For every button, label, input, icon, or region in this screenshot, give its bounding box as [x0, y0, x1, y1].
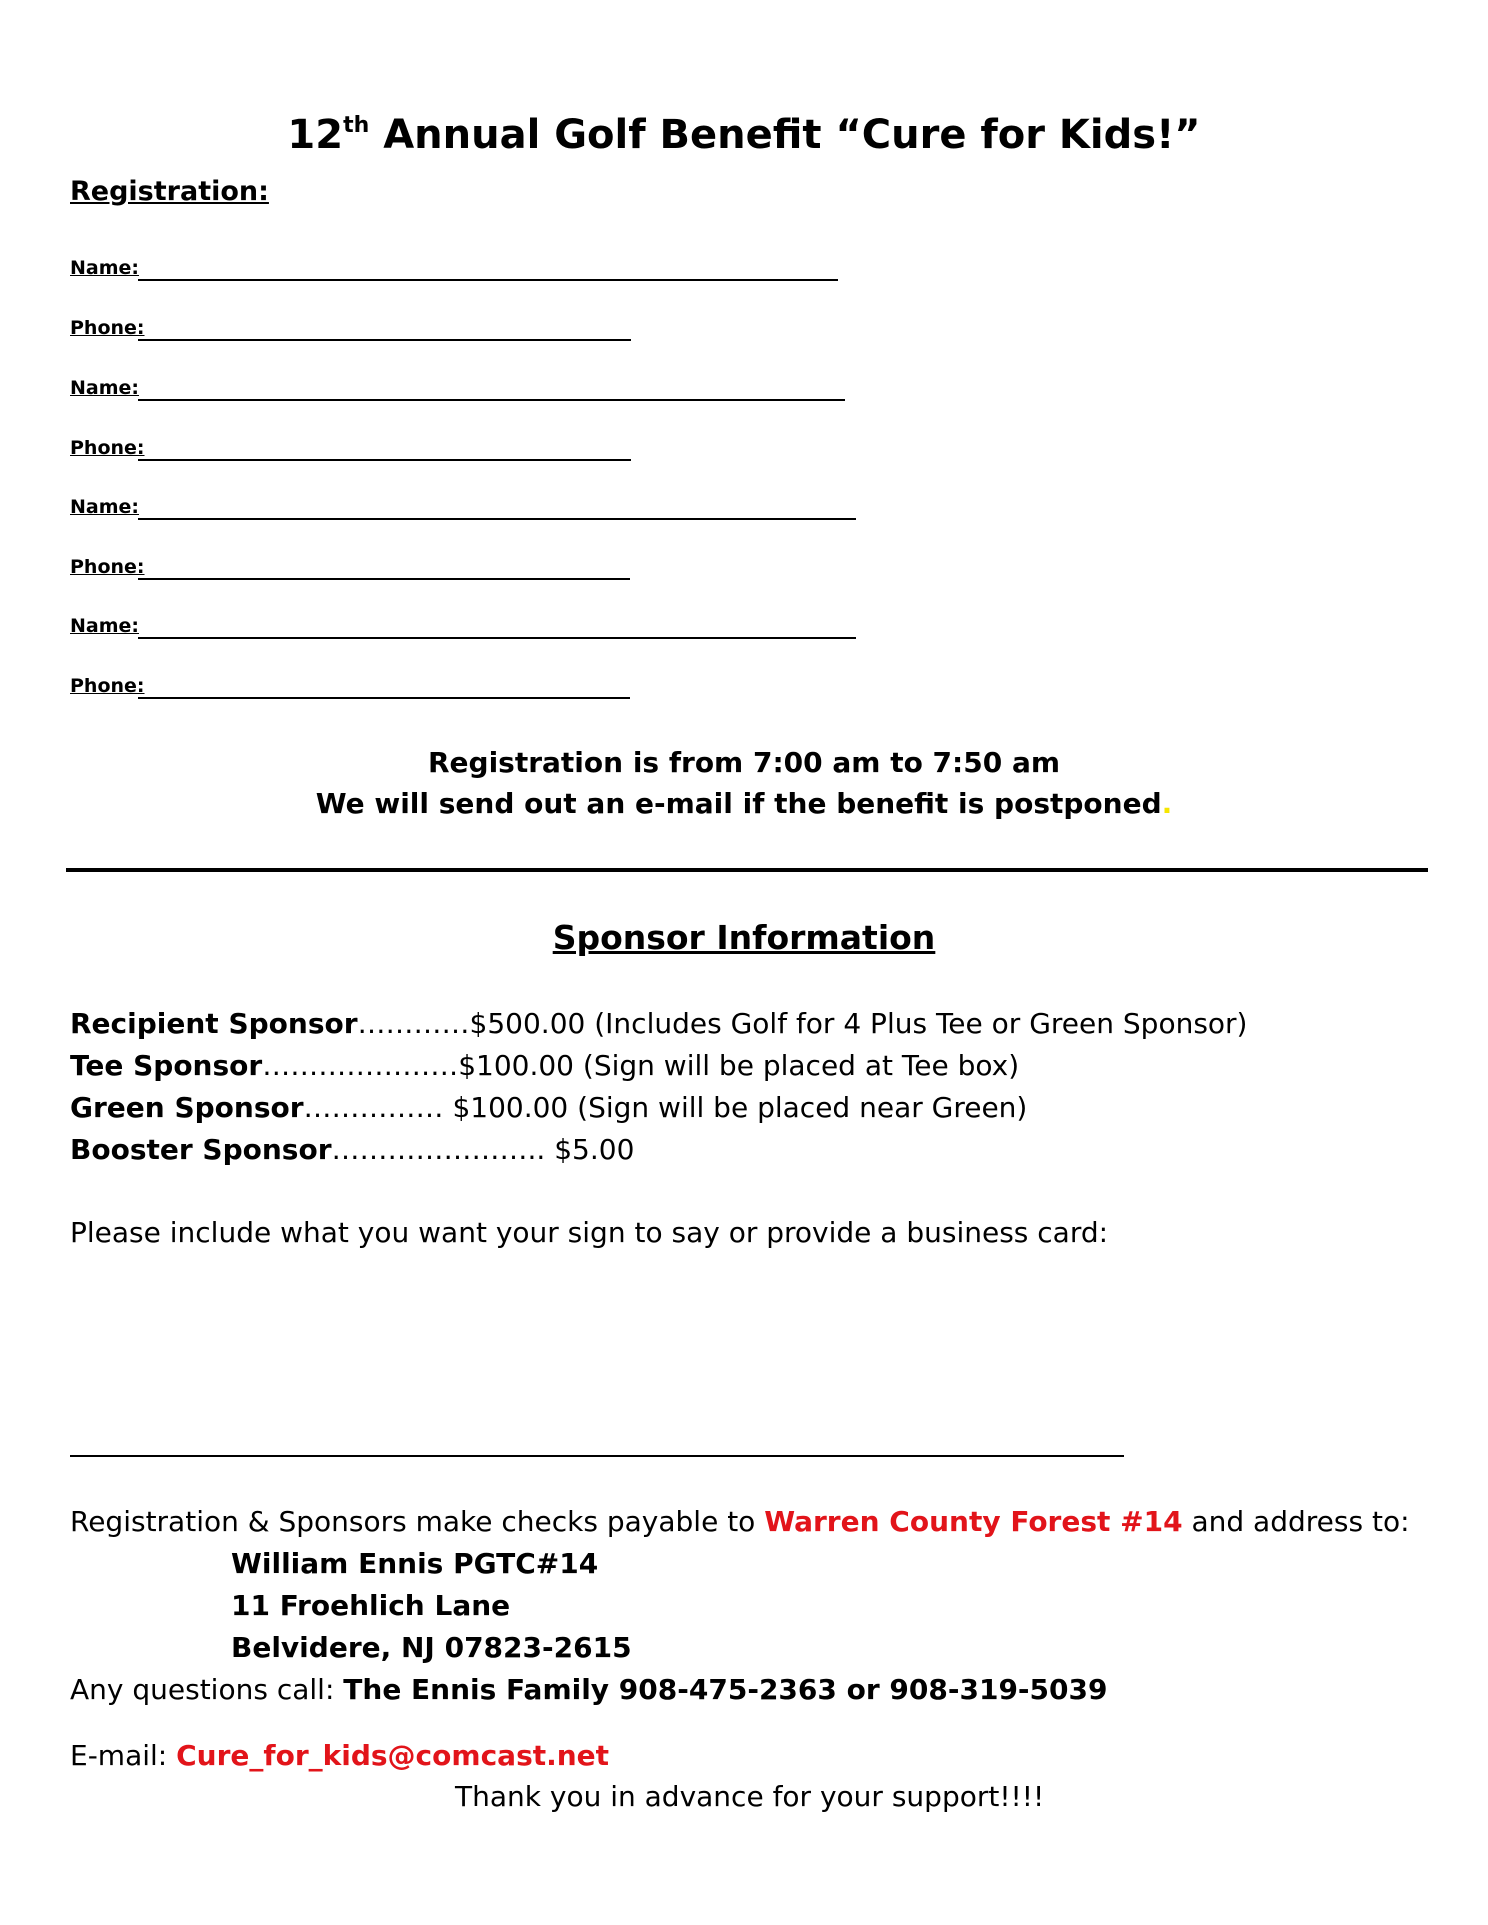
postpone-note: We will send out an e-mail if the benefit is postponed. [315, 787, 1173, 820]
name-input-line[interactable] [138, 518, 856, 520]
address-line-1: William Ennis PGTC#14 [231, 1547, 599, 1580]
address-line-2: 11 Froehlich Lane [231, 1589, 511, 1622]
name-field-3[interactable] [70, 490, 856, 520]
name-input-line[interactable] [138, 637, 856, 639]
name-field-2[interactable] [70, 371, 845, 401]
phone-input-line[interactable] [138, 697, 630, 699]
phone-label: Phone: [70, 437, 145, 459]
sponsor-row-green: Green Sponsor…………… $100.00 (Sign will be placed near Green) [70, 1091, 1028, 1124]
name-input-line[interactable] [138, 279, 838, 281]
phone-field-1[interactable] [70, 311, 631, 341]
name-label: Name: [70, 377, 140, 399]
name-field-1[interactable] [70, 251, 838, 281]
name-label: Name: [70, 257, 140, 279]
page-title: 12th Annual Golf Benefit “Cure for Kids!” [287, 112, 1201, 158]
sign-text-prompt: Please include what you want your sign to say or provide a business card: [70, 1216, 1109, 1249]
phone-label: Phone: [70, 556, 145, 578]
sponsor-row-tee: Tee Sponsor…………………$100.00 (Sign will be placed at Tee box) [70, 1049, 1020, 1082]
payee-name: Warren County Forest #14 [764, 1505, 1183, 1538]
email-contact: E-mail: Cure_for_kids@comcast.net [70, 1739, 610, 1772]
registration-time-note: Registration is from 7:00 am to 7:50 am [427, 746, 1061, 779]
phone-field-2[interactable] [70, 431, 631, 461]
section-divider [66, 868, 1428, 872]
name-input-line[interactable] [138, 399, 845, 401]
phone-input-line[interactable] [138, 459, 631, 461]
phone-field-4[interactable] [70, 669, 630, 699]
registration-heading: Registration: [70, 176, 269, 207]
phone-label: Phone: [70, 317, 145, 339]
sponsor-row-recipient: Recipient Sponsor…………$500.00 (Includes Golf for 4 Plus Tee or Green Sponsor) [70, 1007, 1248, 1040]
payment-instructions: Registration & Sponsors make checks payable to Warren County Forest #14 and address to: [70, 1505, 1410, 1538]
phone-input-line[interactable] [138, 339, 631, 341]
phone-field-3[interactable] [70, 550, 630, 580]
questions-contact: Any questions call: The Ennis Family 908-475-2363 or 908-319-5039 [70, 1673, 1108, 1706]
phone-input-line[interactable] [138, 578, 630, 580]
sponsor-heading: Sponsor Information [552, 918, 936, 957]
name-field-4[interactable] [70, 609, 856, 639]
sponsor-row-booster: Booster Sponsor………………….. $5.00 [70, 1133, 635, 1166]
sign-text-input-line[interactable] [70, 1455, 1124, 1457]
phone-label: Phone: [70, 675, 145, 697]
name-label: Name: [70, 496, 140, 518]
email-link[interactable]: Cure_for_kids@comcast.net [176, 1739, 610, 1772]
name-label: Name: [70, 615, 140, 637]
address-line-3: Belvidere, NJ 07823-2615 [231, 1631, 632, 1664]
thank-you-note: Thank you in advance for your support!!!! [455, 1780, 1045, 1813]
